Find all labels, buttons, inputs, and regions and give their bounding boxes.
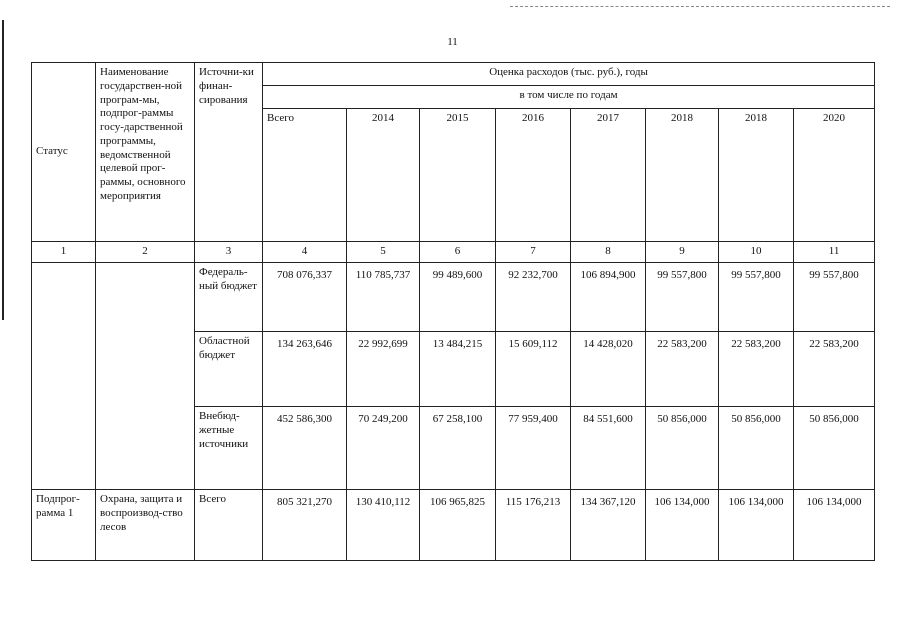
value-cell: 134 263,646 [263,332,347,407]
column-number: 7 [496,242,571,263]
value-cell: 14 428,020 [571,332,646,407]
column-number: 4 [263,242,347,263]
scan-top-edge [510,6,890,7]
header-year: 2014 [347,109,420,242]
value-cell: 67 258,100 [420,407,496,490]
header-year: 2018 [719,109,794,242]
source-cell: Внебюд-жетные источники [195,407,263,490]
header-year: 2016 [496,109,571,242]
value-cell: 22 583,200 [719,332,794,407]
column-number-row [32,242,875,263]
header-by-years: в том числе по годам [263,86,875,109]
value-cell: 70 249,200 [347,407,420,490]
value-cell: 106 134,000 [719,490,794,561]
header-sources: Источни-ки финан-сирования [195,63,263,242]
column-number: 1 [32,242,96,263]
table-row-federal-budget [32,263,875,332]
budget-table [31,62,875,561]
header-row-1 [32,63,875,86]
header-name: Наименование государствен-ной програм-мы, подпрог-раммы госу-дарственной программы, ведомственной целевой прог-раммы, основного мероприятия [96,63,195,242]
column-number: 2 [96,242,195,263]
column-number: 10 [719,242,794,263]
value-cell: 99 557,800 [794,263,875,332]
header-estimate: Оценка расходов (тыс. руб.), годы [263,63,875,86]
value-cell: 99 557,800 [719,263,794,332]
header-year: 2020 [794,109,875,242]
scan-left-edge [2,20,4,320]
value-cell: 77 959,400 [496,407,571,490]
value-cell: 50 856,000 [719,407,794,490]
table-row-subprogram-1 [32,490,875,561]
name-cell [96,263,195,490]
column-number: 6 [420,242,496,263]
value-cell: 106 894,900 [571,263,646,332]
column-number: 5 [347,242,420,263]
value-cell: 130 410,112 [347,490,420,561]
value-cell: 84 551,600 [571,407,646,490]
value-cell: 452 586,300 [263,407,347,490]
value-cell: 110 785,737 [347,263,420,332]
value-cell: 99 557,800 [646,263,719,332]
status-cell: Подпрог-рамма 1 [32,490,96,561]
header-year: 2017 [571,109,646,242]
value-cell: 92 232,700 [496,263,571,332]
value-cell: 50 856,000 [794,407,875,490]
value-cell: 22 583,200 [794,332,875,407]
page-number: 11 [447,36,458,48]
value-cell: 115 176,213 [496,490,571,561]
header-status: Статус [32,63,96,242]
header-year-total: Всего [263,109,347,242]
value-cell: 106 965,825 [420,490,496,561]
value-cell: 106 134,000 [794,490,875,561]
value-cell: 22 992,699 [347,332,420,407]
column-number: 8 [571,242,646,263]
value-cell: 708 076,337 [263,263,347,332]
value-cell: 22 583,200 [646,332,719,407]
source-cell: Всего [195,490,263,561]
header-year: 2015 [420,109,496,242]
value-cell: 13 484,215 [420,332,496,407]
value-cell: 134 367,120 [571,490,646,561]
source-cell: Областной бюджет [195,332,263,407]
value-cell: 106 134,000 [646,490,719,561]
column-number: 9 [646,242,719,263]
value-cell: 50 856,000 [646,407,719,490]
source-cell: Федераль-ный бюджет [195,263,263,332]
name-cell: Охрана, защита и воспроизвод-ство лесов [96,490,195,561]
status-cell [32,263,96,490]
column-number: 3 [195,242,263,263]
column-number: 11 [794,242,875,263]
value-cell: 99 489,600 [420,263,496,332]
value-cell: 805 321,270 [263,490,347,561]
value-cell: 15 609,112 [496,332,571,407]
header-year: 2018 [646,109,719,242]
